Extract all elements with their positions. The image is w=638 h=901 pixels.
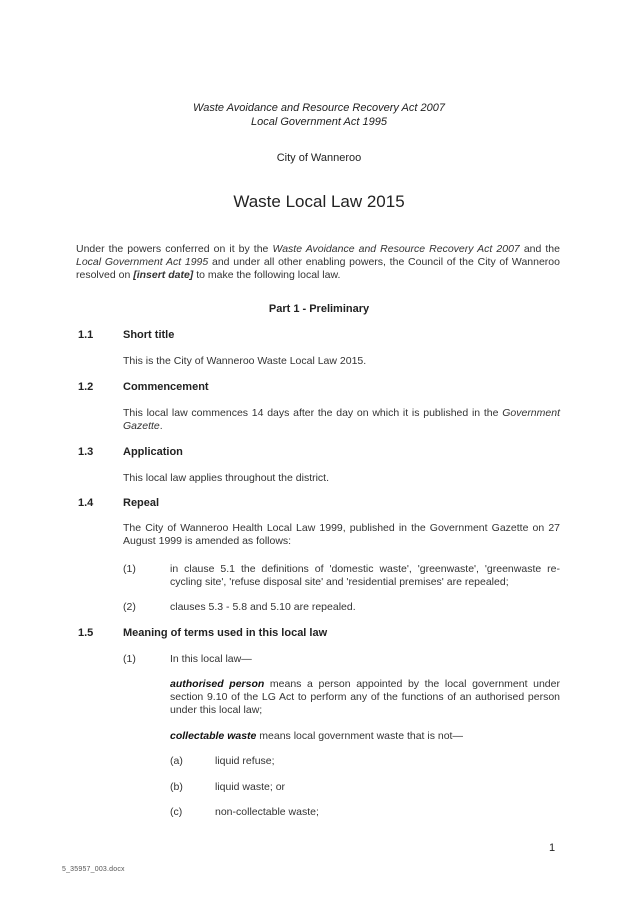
commencement-text: This local law commences 14 days after the day on which it is published in the	[123, 407, 503, 419]
list-item-number: (b)	[170, 781, 183, 793]
definition	[170, 678, 560, 717]
definition-text: means local government waste that is not—	[256, 730, 463, 742]
section-number: 1.1	[78, 329, 94, 341]
gazette-title: Government Gazette	[123, 407, 560, 432]
preamble-paragraph	[76, 243, 560, 282]
part-heading: Part 1 - Preliminary	[268, 303, 370, 315]
preamble-text-1: Under the powers conferred on it by the	[76, 243, 273, 255]
preamble-act-2: Local Government Act 1995	[76, 256, 209, 268]
section-text	[123, 407, 560, 433]
list-item-text: non-collectable waste;	[215, 806, 319, 818]
act-title-2: Local Government Act 1995	[251, 116, 387, 128]
subclause-number: (1)	[123, 653, 136, 665]
section-text: This is the City of Wanneroo Waste Local Law 2015.	[123, 355, 367, 367]
subclause-text: in clause 5.1 the definitions of 'domestic waste', 'greenwaste', 'greenwaste re-cycling site', 'refuse disposal site' and 'residential premises' are repealed;	[170, 563, 560, 588]
section-title: Short title	[123, 329, 175, 341]
insert-date-placeholder: [insert date]	[133, 269, 194, 281]
section-title: Repeal	[123, 497, 160, 509]
subclause-number: (2)	[123, 601, 136, 613]
subclause-text: clauses 5.3 - 5.8 and 5.10 are repealed.	[170, 601, 356, 613]
preamble-text-4: to make the following local law.	[193, 269, 341, 281]
page-number: 1	[549, 842, 556, 854]
section-number: 1.5	[78, 627, 94, 639]
section-number: 1.2	[78, 381, 94, 393]
document-reference: 5_35957_003.docx	[62, 866, 125, 873]
list-item-text: liquid refuse;	[215, 755, 275, 767]
definition	[170, 730, 560, 743]
enabling-acts	[0, 101, 638, 129]
preamble-text-2: and the	[519, 243, 560, 255]
preamble-act-1: Waste Avoidance and Resource Recovery Act 2007	[272, 243, 520, 255]
defined-term: authorised person	[170, 678, 265, 690]
list-item-number: (a)	[170, 755, 183, 767]
section-number: 1.3	[78, 446, 94, 458]
section-title: Application	[123, 446, 183, 458]
list-item-number: (c)	[170, 806, 183, 818]
city-name: City of Wanneroo	[276, 152, 362, 164]
subclause-text: In this local law—	[170, 653, 252, 665]
act-title-1: Waste Avoidance and Resource Recovery Act 2007	[193, 102, 445, 114]
commencement-end: .	[159, 420, 163, 432]
section-title: Commencement	[123, 381, 209, 393]
definition-text: means a person appointed by the local government under section 9.10 of the LG Act to perform any of the functions of an authorised person under this local law;	[170, 678, 560, 716]
subclause-number: (1)	[123, 563, 136, 575]
defined-term: collectable waste	[170, 730, 257, 742]
document-title: Waste Local Law 2015	[233, 192, 405, 211]
section-title: Meaning of terms used in this local law	[123, 627, 328, 639]
section-number: 1.4	[78, 497, 94, 509]
preamble-text-3: and under all other enabling powers, the Council of the City of Wanneroo resolved on	[76, 256, 560, 281]
section-text: The City of Wanneroo Health Local Law 1999, published in the Government Gazette on 27 August 1999 is amended as follows:	[123, 522, 560, 547]
section-text: This local law applies throughout the district.	[123, 472, 330, 484]
list-item-text: liquid waste; or	[215, 781, 286, 793]
